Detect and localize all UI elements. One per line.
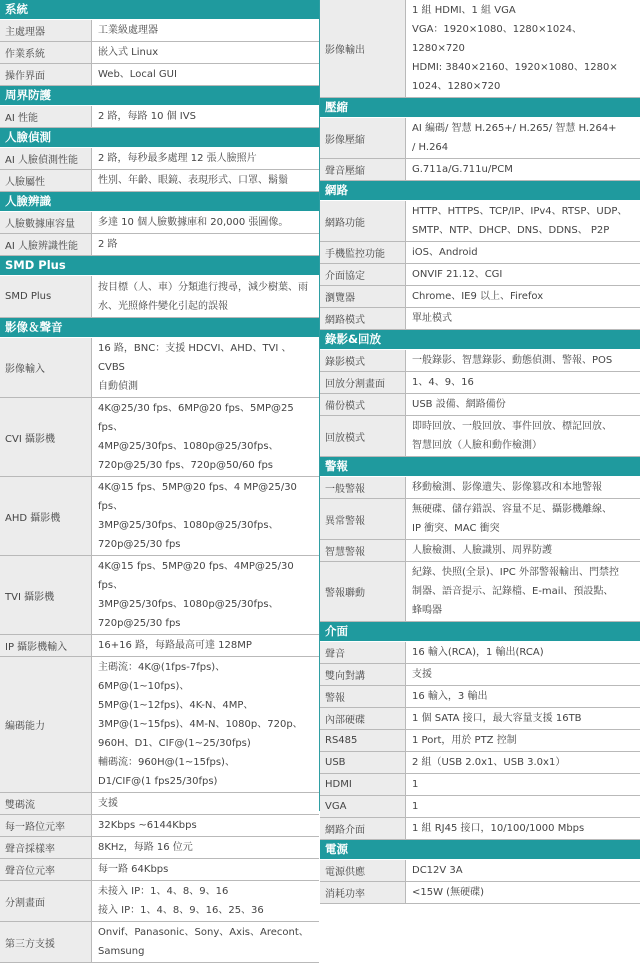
spec-row [320, 562, 640, 622]
spec-label: 異常警報 [320, 499, 406, 539]
spec-value: 1 個 SATA 接口，最大容量支援 16TB [412, 713, 582, 724]
spec-row [320, 664, 640, 686]
spec-value-cell [406, 416, 640, 456]
spec-value: 32Kbps ~6144Kbps [98, 820, 197, 831]
spec-label: 影像壓縮 [320, 118, 406, 158]
section-header: 警報 [320, 457, 640, 477]
spec-row [320, 540, 640, 562]
spec-value: 人臉檢測、人臉識別、周界防護 [412, 545, 552, 556]
spec-row [320, 118, 640, 159]
spec-row [320, 642, 640, 664]
spec-value-cell [92, 881, 319, 921]
spec-label: 聲音 [320, 642, 406, 663]
spec-value: 一般錄影、智慧錄影、動態偵測、警報、POS [412, 355, 613, 366]
spec-label: 聲音壓縮 [320, 159, 406, 180]
spec-row [320, 242, 640, 264]
spec-label: RS485 [320, 730, 406, 751]
spec-value-cell [406, 642, 640, 663]
spec-value: 4K@15 fps、5MP@20 fps、4MP@25/30 fps、 3MP@25/30fps、1080p@25/30fps、 720p@25/30 fps [98, 561, 294, 629]
spec-value: 16 輸入，3 輸出 [412, 691, 488, 702]
spec-label: 介面協定 [320, 264, 406, 285]
spec-row [320, 416, 640, 457]
spec-row [320, 264, 640, 286]
spec-value-cell [92, 64, 319, 85]
spec-value: 1 組 HDMI、1 組 VGA VGA：1920×1080、1280×1024、1280×720 HDMI: 3840×2160、1920×1080、1280× 1024、1280×720 [412, 5, 618, 92]
spec-row [320, 686, 640, 708]
spec-label: 智慧警報 [320, 540, 406, 561]
spec-row [320, 159, 640, 181]
spec-label: CVI 攝影機 [0, 398, 92, 476]
spec-value-cell [92, 837, 319, 858]
spec-label: 編碼能力 [0, 657, 92, 792]
spec-value: ONVIF 21.12、CGI [412, 269, 503, 280]
spec-label: 手機監控功能 [320, 242, 406, 263]
spec-value: 1 [412, 779, 419, 790]
spec-row [320, 882, 640, 904]
spec-value-cell [92, 234, 319, 255]
spec-value-cell [92, 657, 319, 792]
spec-value: 支援 [412, 669, 432, 680]
spec-value-cell [92, 635, 319, 656]
spec-value: 16+16 路，每路最高可達 128MP [98, 640, 252, 651]
spec-row [0, 859, 319, 881]
spec-label: 網路功能 [320, 201, 406, 241]
spec-label: HDMI [320, 774, 406, 795]
spec-label: USB [320, 752, 406, 773]
spec-label: 操作界面 [0, 64, 92, 85]
spec-row [320, 350, 640, 372]
spec-row [320, 308, 640, 330]
spec-value-cell [406, 350, 640, 371]
spec-value: 8KHz，每路 16 位元 [98, 842, 193, 853]
section-header: 人臉偵測 [0, 128, 319, 148]
spec-label: 網路模式 [320, 308, 406, 329]
spec-label: 主處理器 [0, 20, 92, 41]
spec-row [0, 922, 319, 963]
spec-row [0, 815, 319, 837]
spec-label: 人臉數據庫容量 [0, 212, 92, 233]
spec-value: 4K@15 fps、5MP@20 fps、4 MP@25/30 fps、 3MP@25/30fps、1080p@25/30fps、 720p@25/30 fps [98, 482, 297, 550]
spec-label: 雙向對講 [320, 664, 406, 685]
spec-value-cell [406, 477, 640, 498]
spec-value-cell [92, 212, 319, 233]
spec-row [320, 372, 640, 394]
spec-value: USB 設備、網路備份 [412, 399, 506, 410]
spec-column-right [320, 0, 640, 900]
spec-row [0, 556, 319, 635]
spec-value-cell [406, 499, 640, 539]
section-header: 介面 [320, 622, 640, 642]
spec-row [0, 276, 319, 318]
spec-value-cell [92, 556, 319, 634]
spec-value: 2 路，每路 10 個 IVS [98, 111, 196, 122]
spec-row [0, 106, 319, 128]
spec-label: 聲音採樣率 [0, 837, 92, 858]
spec-label: VGA [320, 796, 406, 817]
section-header: 網路 [320, 181, 640, 201]
spec-label: 人臉屬性 [0, 170, 92, 191]
spec-value: Web、Local GUI [98, 69, 177, 80]
spec-value-cell [92, 922, 319, 962]
spec-value: 移動檢測、影像遺失、影像篡改和本地警報 [412, 482, 602, 493]
spec-value: AI 編碼/ 智慧 H.265+/ H.265/ 智慧 H.264+ / H.264 [412, 123, 617, 153]
spec-value: 2 組（USB 2.0x1、USB 3.0x1） [412, 757, 566, 768]
spec-value: 主碼流：4K@(1fps-7fps)、6MP@(1~10fps)、 5MP@(1~12fps)、4K-N、4MP、 3MP@(1~15fps)、4M-N、1080p、720p、 960H、D1、CIF@(1~25/30fps) 輔碼流：960H@(1~15fps)、 D1/CIF@(1 fps25/30fps) [98, 662, 303, 787]
spec-row [320, 0, 640, 98]
spec-row [0, 837, 319, 859]
spec-value: <15W (無硬碟) [412, 887, 484, 898]
spec-value: 性別、年齡、眼鏡、表現形式、口罩、鬍鬚 [98, 175, 288, 186]
spec-value: 嵌入式 Linux [98, 47, 159, 58]
spec-value: G.711a/G.711u/PCM [412, 164, 513, 175]
spec-label: 作業系統 [0, 42, 92, 63]
spec-row [0, 477, 319, 556]
spec-label: 第三方支援 [0, 922, 92, 962]
spec-value-cell [406, 774, 640, 795]
spec-value-cell [92, 42, 319, 63]
spec-row [320, 201, 640, 242]
spec-value-cell [92, 815, 319, 836]
spec-value-cell [406, 562, 640, 621]
spec-value-cell [406, 118, 640, 158]
spec-label: SMD Plus [0, 276, 92, 317]
spec-label: 網路介面 [320, 818, 406, 839]
spec-value: Onvif、Panasonic、Sony、Axis、Arecont、 Samsung [98, 927, 309, 957]
spec-value: 2 路，每秒最多處理 12 張人臉照片 [98, 153, 257, 164]
spec-label: 一般警報 [320, 477, 406, 498]
spec-value-cell [406, 308, 640, 329]
spec-row [320, 752, 640, 774]
spec-label: 備份模式 [320, 394, 406, 415]
spec-value-cell [406, 264, 640, 285]
spec-row [0, 635, 319, 657]
spec-label: AI 人臉偵測性能 [0, 148, 92, 169]
spec-label: IP 攝影機輸入 [0, 635, 92, 656]
spec-row [320, 774, 640, 796]
section-header: 人臉辨識 [0, 192, 319, 212]
spec-column-left [0, 0, 320, 957]
spec-row [320, 796, 640, 818]
section-header: 影像＆聲音 [0, 318, 319, 338]
spec-value-cell [406, 372, 640, 393]
spec-label: 回放模式 [320, 416, 406, 456]
spec-label: 回放分割畫面 [320, 372, 406, 393]
spec-label: 每一路位元率 [0, 815, 92, 836]
spec-row [0, 170, 319, 192]
spec-value-cell [92, 793, 319, 814]
spec-row [320, 394, 640, 416]
spec-label: 瀏覽器 [320, 286, 406, 307]
spec-value: 未接入 IP：1、4、8、9、16 接入 IP：1、4、8、9、16、25、36 [98, 886, 264, 916]
spec-row [320, 499, 640, 540]
spec-value: Chrome、IE9 以上、Firefox [412, 291, 544, 302]
spec-value-cell [406, 882, 640, 903]
spec-value: 1 [412, 801, 419, 812]
spec-value: iOS、Android [412, 247, 478, 258]
spec-value-cell [92, 276, 319, 317]
spec-row [0, 398, 319, 477]
spec-value: 紀錄、快照(全景)、IPC 外部警報輸出、門禁控 制器、語音提示、記錄檔、E-mail、預設點、 蜂鳴器 [412, 567, 619, 616]
spec-value-cell [406, 664, 640, 685]
spec-label: 錄影模式 [320, 350, 406, 371]
spec-value-cell [406, 796, 640, 817]
spec-value-cell [406, 0, 640, 97]
spec-label: 警報 [320, 686, 406, 707]
spec-value-cell [406, 159, 640, 180]
spec-row [320, 286, 640, 308]
spec-value: 無硬碟、儲存錯誤、容量不足、攝影機離線、 IP 衝突、MAC 衝突 [412, 504, 612, 534]
spec-row [0, 657, 319, 793]
spec-value-cell [406, 818, 640, 839]
spec-value-cell [406, 860, 640, 881]
section-header: 錄影&回放 [320, 330, 640, 350]
spec-value-cell [406, 242, 640, 263]
spec-value: 1 組 RJ45 接口，10/100/1000 Mbps [412, 823, 585, 834]
section-header: SMD Plus [0, 256, 319, 276]
spec-label: 電源供應 [320, 860, 406, 881]
spec-row [320, 818, 640, 840]
spec-value-cell [92, 148, 319, 169]
spec-value-cell [92, 338, 319, 397]
spec-label: 消耗功率 [320, 882, 406, 903]
spec-label: 影像輸入 [0, 338, 92, 397]
spec-value: 16 輸入(RCA)，1 輸出(RCA) [412, 647, 544, 658]
spec-row [320, 708, 640, 730]
spec-row [0, 234, 319, 256]
spec-value: 1 Port，用於 PTZ 控制 [412, 735, 517, 746]
spec-label: 聲音位元率 [0, 859, 92, 880]
spec-value: 支援 [98, 798, 118, 809]
spec-row [0, 20, 319, 42]
spec-label: 警報聯動 [320, 562, 406, 621]
spec-value: 2 路 [98, 239, 118, 250]
spec-value: DC12V 3A [412, 865, 463, 876]
spec-value: 1、4、9、16 [412, 377, 474, 388]
spec-value-cell [406, 686, 640, 707]
spec-row [320, 730, 640, 752]
spec-value: HTTP、HTTPS、TCP/IP、IPv4、RTSP、UDP、 SMTP、NTP、DHCP、DNS、DDNS、 P2P [412, 206, 628, 236]
section-header: 電源 [320, 840, 640, 860]
spec-value-cell [92, 20, 319, 41]
spec-row [0, 793, 319, 815]
spec-value-cell [92, 398, 319, 476]
spec-label: 影像輸出 [320, 0, 406, 97]
spec-row [320, 477, 640, 499]
spec-value: 多達 10 個人臉數據庫和 20,000 張圖像。 [98, 217, 289, 228]
spec-value: 即時回放、一般回放、事件回放、標記回放、 智慧回放（人臉和動作檢測） [412, 421, 612, 451]
spec-value: 16 路，BNC：支援 HDCVI、AHD、TVI 、CVBS 自動偵測 [98, 343, 292, 392]
section-header: 系統 [0, 0, 319, 20]
spec-row [320, 860, 640, 882]
spec-label: 分割畫面 [0, 881, 92, 921]
spec-value: 按目標（人、車）分類進行搜尋，減少樹葉、雨 水、光照條件變化引起的誤報 [98, 281, 308, 312]
spec-label: TVI 攝影機 [0, 556, 92, 634]
spec-row [0, 881, 319, 922]
section-header: 壓縮 [320, 98, 640, 118]
spec-row [0, 64, 319, 86]
spec-label: AHD 攝影機 [0, 477, 92, 555]
spec-value: 單址模式 [412, 313, 452, 324]
spec-value-cell [406, 752, 640, 773]
spec-value-cell [406, 540, 640, 561]
spec-label: 雙碼流 [0, 793, 92, 814]
spec-value-cell [406, 394, 640, 415]
spec-row [0, 42, 319, 64]
spec-value-cell [92, 859, 319, 880]
spec-value-cell [92, 477, 319, 555]
spec-row [0, 338, 319, 398]
spec-value-cell [406, 201, 640, 241]
spec-value-cell [92, 170, 319, 191]
spec-row [0, 212, 319, 234]
spec-value-cell [406, 730, 640, 751]
spec-label: AI 人臉辨識性能 [0, 234, 92, 255]
spec-label: 內部硬碟 [320, 708, 406, 729]
spec-value-cell [406, 286, 640, 307]
spec-row [0, 148, 319, 170]
spec-label: AI 性能 [0, 106, 92, 127]
spec-value: 工業級處理器 [98, 25, 158, 36]
spec-value-cell [406, 708, 640, 729]
spec-value: 4K@25/30 fps、6MP@20 fps、5MP@25 fps、 4MP@25/30fps、1080p@25/30fps、 720p@25/30 fps、720p@50/60 fps [98, 403, 294, 471]
spec-value: 每一路 64Kbps [98, 864, 169, 875]
section-header: 周界防護 [0, 86, 319, 106]
spec-value-cell [92, 106, 319, 127]
